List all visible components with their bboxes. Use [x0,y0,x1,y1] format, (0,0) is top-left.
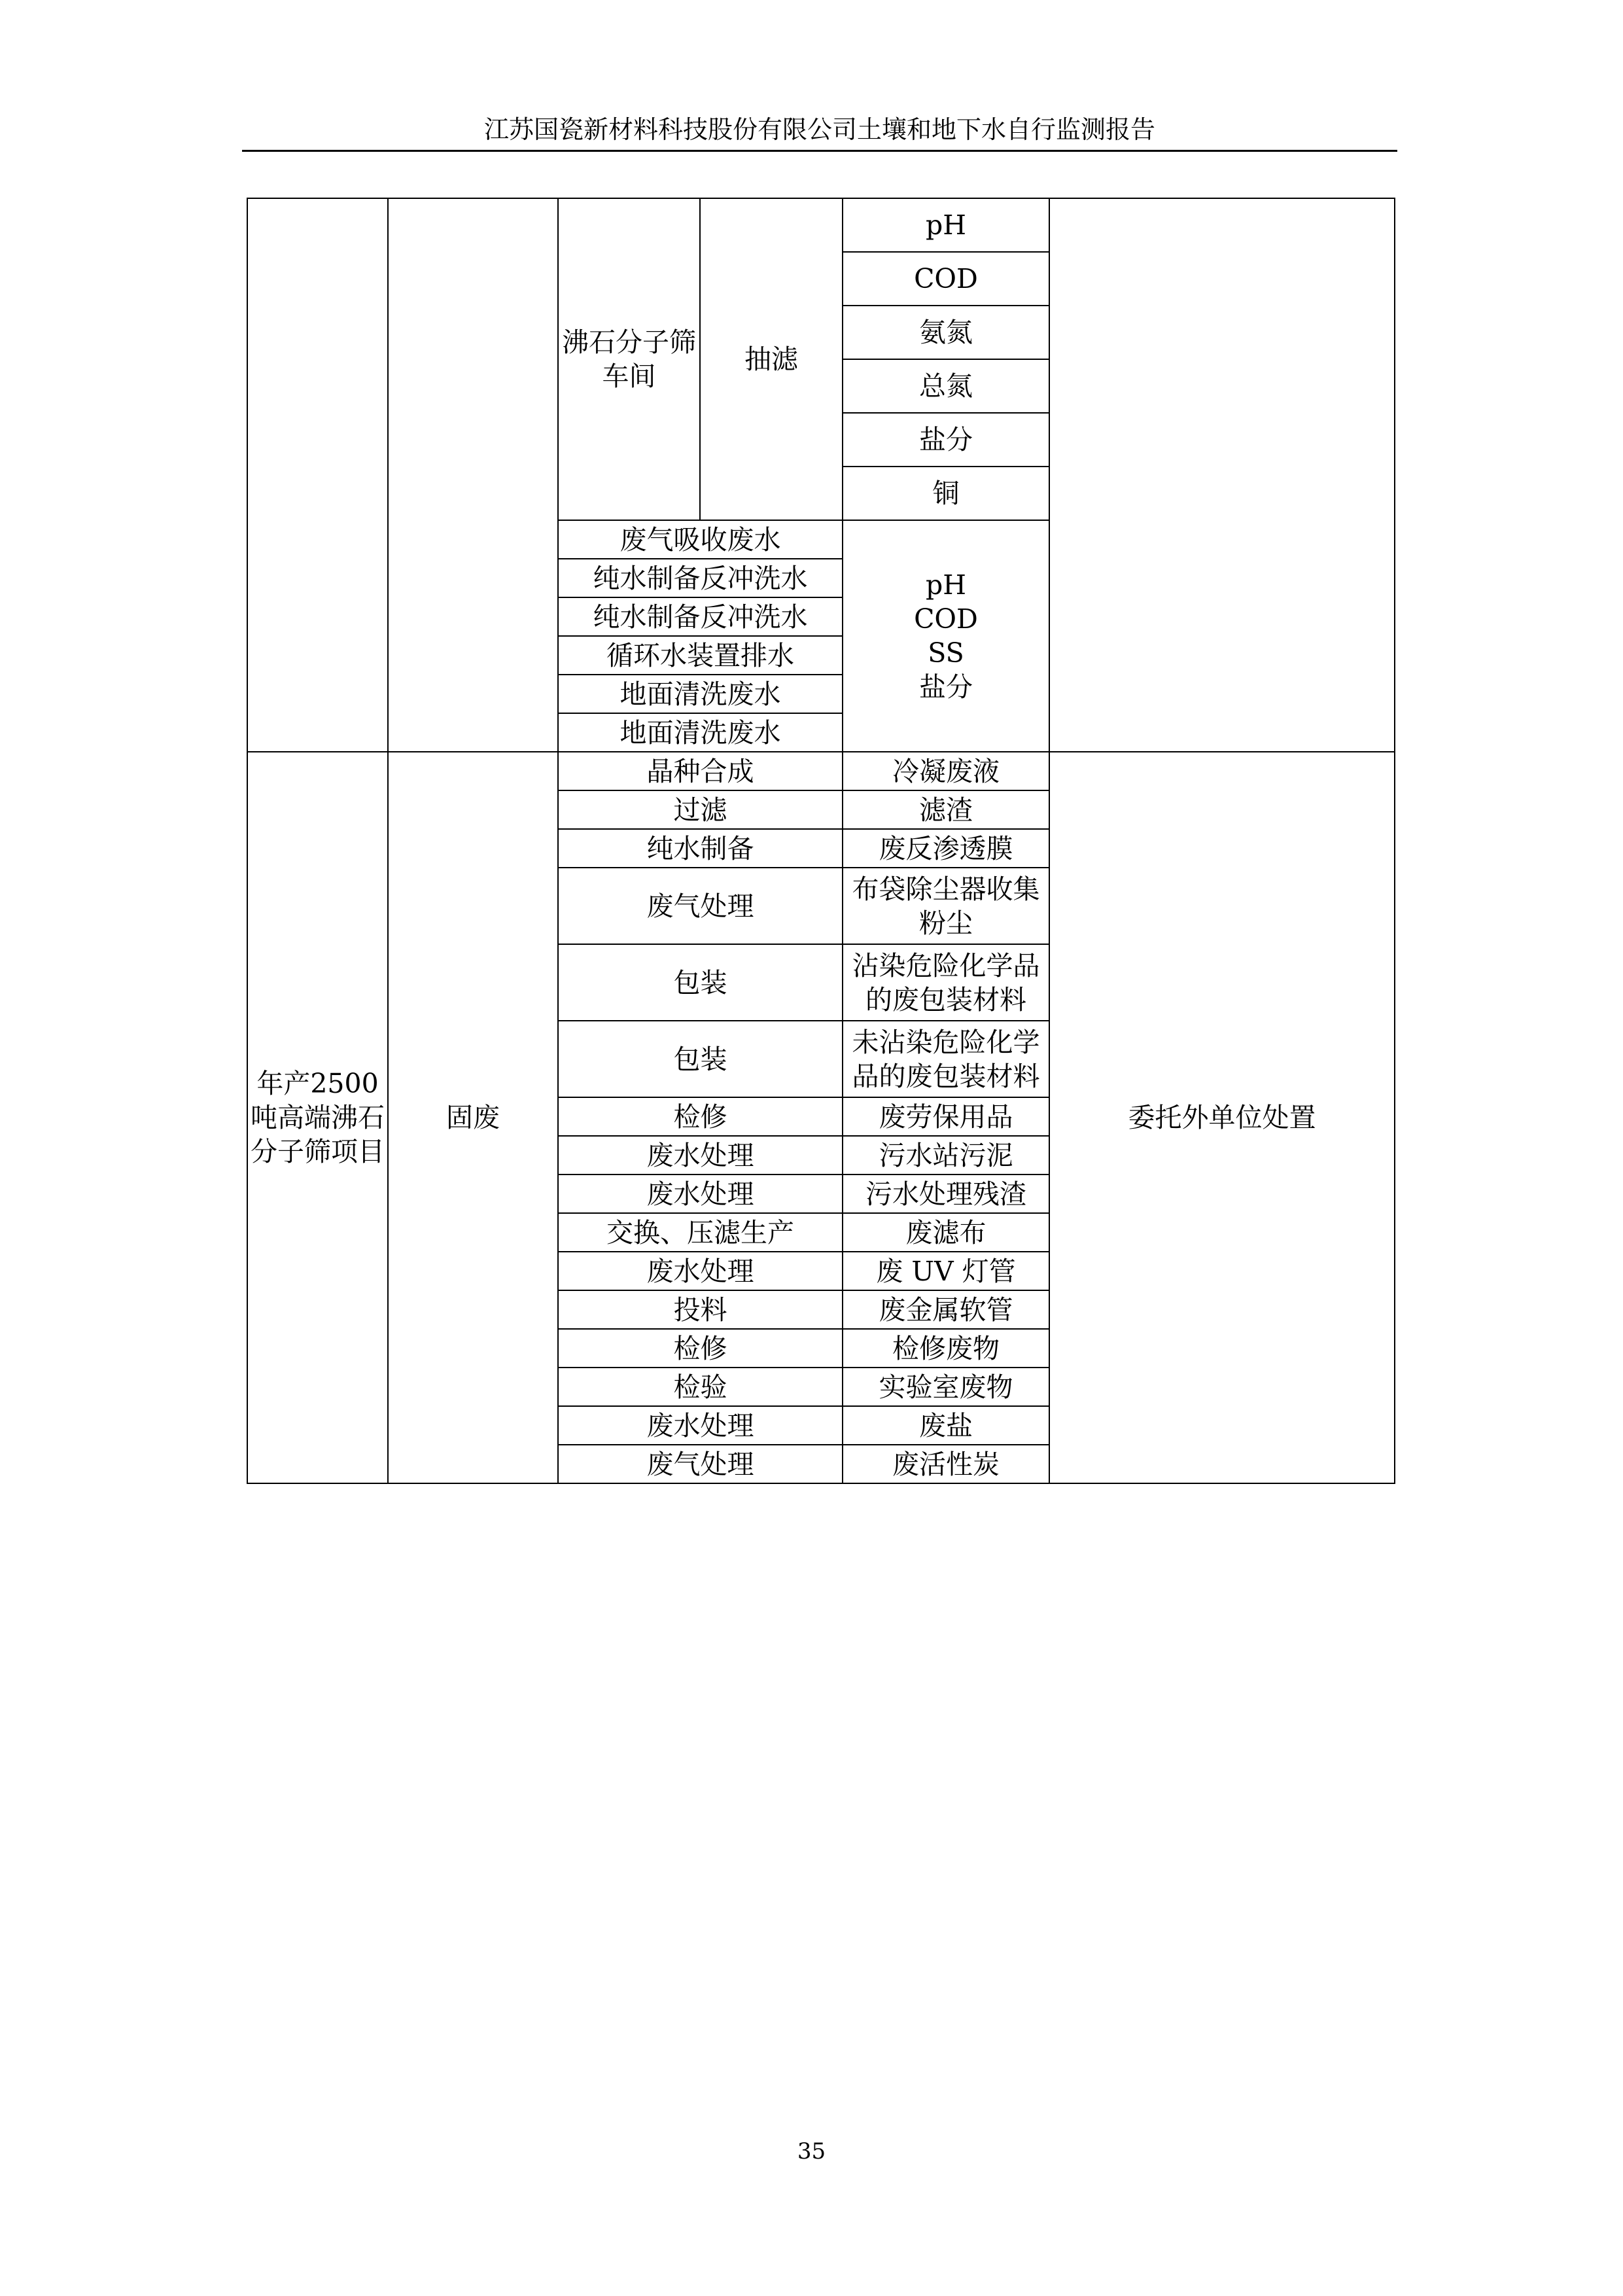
monitor-item-cell: 氨氮 [843,306,1049,359]
solid-process-cell: 废气处理 [558,868,843,944]
monitor-item-cell: pH [843,198,1049,252]
page-number: 35 [797,2138,826,2164]
monitor-item: COD [914,603,978,635]
solid-process-cell: 废水处理 [558,1174,843,1213]
source-cell: 循环水装置排水 [558,636,843,675]
disposal-cell: 委托外单位处置 [1049,752,1395,1483]
solid-process-cell: 交换、压滤生产 [558,1213,843,1252]
solid-process-cell: 包装 [558,1021,843,1097]
solid-process-cell: 废水处理 [558,1252,843,1290]
solid-waste-cell: 未沾染危险化学品的废包装材料 [843,1021,1049,1097]
solid-waste-cell: 布袋除尘器收集粉尘 [843,868,1049,944]
solid-type-cell: 固废 [388,752,558,1483]
solid-process-cell: 检修 [558,1097,843,1136]
solid-process-cell: 检修 [558,1329,843,1368]
table-row [247,752,1395,790]
monitor-item: 盐分 [919,671,973,703]
solid-process-cell: 晶种合成 [558,752,843,790]
solid-waste-cell: 废活性炭 [843,1445,1049,1483]
solid-waste-cell: 废劳保用品 [843,1097,1049,1136]
solid-process-cell: 废气处理 [558,1445,843,1483]
workshop-cell: 沸石分子筛车间 [558,198,700,520]
solid-waste-cell: 沾染危险化学品的废包装材料 [843,944,1049,1021]
solid-waste-cell: 废反渗透膜 [843,829,1049,868]
table-row [247,198,1395,252]
monitoring-table [247,198,1395,1484]
solid-waste-cell: 污水站污泥 [843,1136,1049,1174]
solid-waste-cell: 废滤布 [843,1213,1049,1252]
monitor-item-cell: 总氮 [843,359,1049,413]
type-cell-wastewater [388,198,558,752]
solid-waste-cell: 滤渣 [843,790,1049,829]
solid-waste-cell: 冷凝废液 [843,752,1049,790]
monitor-item-cell: 铜 [843,467,1049,520]
page-header: 江苏国瓷新材料科技股份有限公司土壤和地下水自行监测报告 [483,115,1155,144]
solid-process-cell: 检验 [558,1368,843,1406]
source-cell: 废气吸收废水 [558,520,843,559]
source-cell: 纯水制备反冲洗水 [558,559,843,597]
solid-process-cell: 包装 [558,944,843,1021]
solid-process-cell: 废水处理 [558,1136,843,1174]
solid-process-cell: 投料 [558,1290,843,1329]
solid-waste-cell: 污水处理残渣 [843,1174,1049,1213]
source-cell: 地面清洗废水 [558,675,843,713]
solid-waste-cell: 废盐 [843,1406,1049,1445]
solid-waste-cell: 废金属软管 [843,1290,1049,1329]
monitor-item-cell: COD [843,252,1049,306]
monitor-items-group [843,520,1049,752]
process-cell: 抽滤 [700,198,843,520]
solid-process-cell: 过滤 [558,790,843,829]
project-cell: 年产2500吨高端沸石分子筛项目 [247,752,388,1483]
monitor-item: SS [928,637,964,669]
monitor-item: pH [925,569,966,601]
solid-process-cell: 纯水制备 [558,829,843,868]
solid-waste-cell: 实验室废物 [843,1368,1049,1406]
project-cell-wastewater [247,198,388,752]
source-cell: 纯水制备反冲洗水 [558,597,843,636]
note-cell-wastewater [1049,198,1395,752]
solid-process-cell: 废水处理 [558,1406,843,1445]
solid-waste-cell: 检修废物 [843,1329,1049,1368]
solid-waste-cell: 废 UV 灯管 [843,1252,1049,1290]
monitor-item-cell: 盐分 [843,413,1049,467]
source-cell: 地面清洗废水 [558,713,843,752]
header-divider [242,150,1397,152]
